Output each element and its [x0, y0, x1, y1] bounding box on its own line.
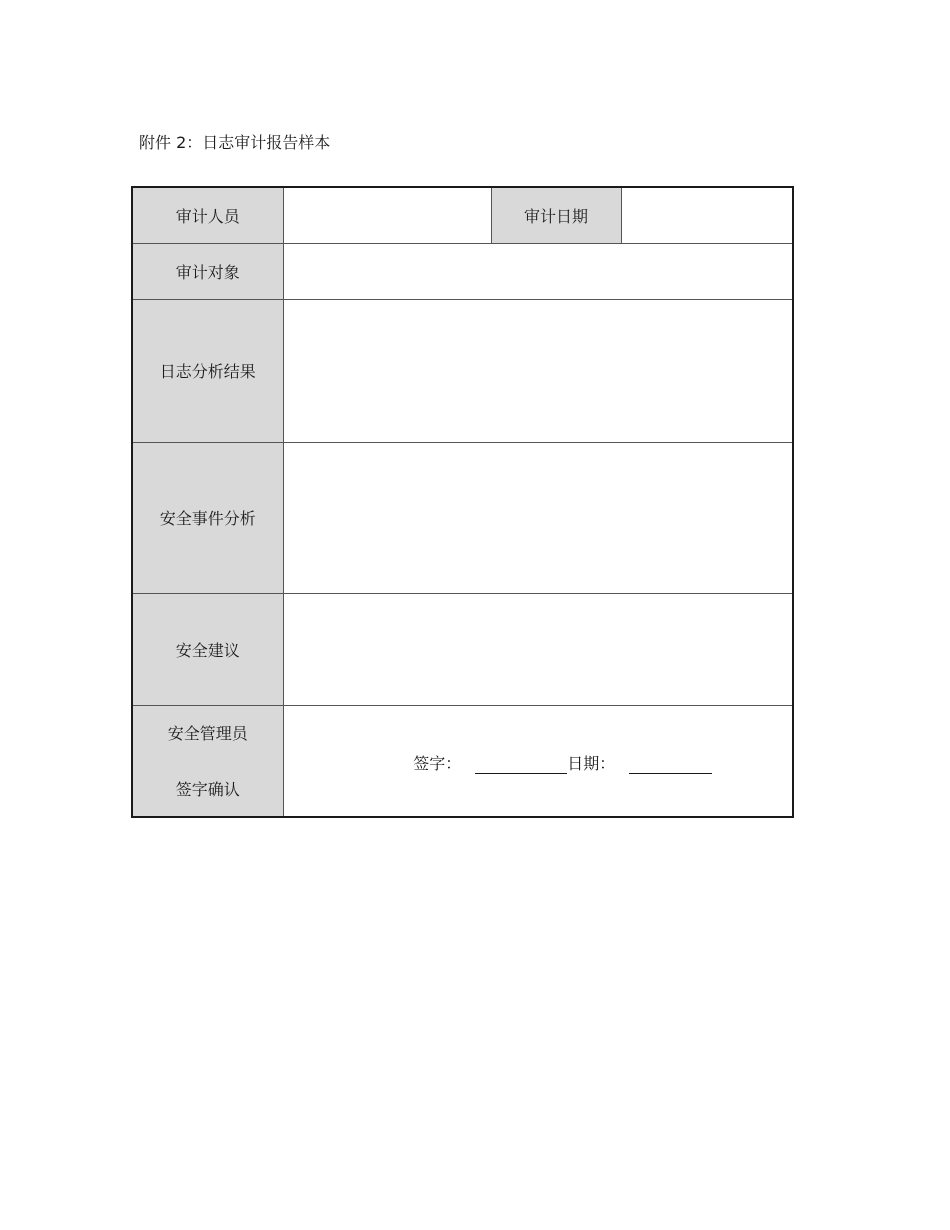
audit-date-label: 审计日期 [491, 187, 621, 243]
admin-confirm-label [132, 705, 283, 817]
date-blank[interactable] [629, 755, 712, 774]
signature-label: 签字： [413, 754, 462, 774]
audit-report-form [131, 186, 794, 818]
audit-target-field[interactable] [283, 243, 793, 299]
admin-confirm-line1: 安全管理员 [167, 724, 248, 744]
auditor-field[interactable] [283, 187, 491, 243]
log-analysis-field[interactable] [283, 299, 793, 442]
admin-confirm-line2: 签字确认 [175, 780, 240, 800]
signature-blank[interactable] [475, 755, 567, 774]
log-analysis-label: 日志分析结果 [132, 299, 283, 442]
signature-line [413, 751, 712, 774]
row-log-analysis [132, 299, 793, 442]
security-advice-label: 安全建议 [132, 593, 283, 705]
audit-target-label: 审计对象 [132, 243, 283, 299]
document-title: 附件 2：日志审计报告样本 [139, 133, 331, 152]
row-security-event [132, 442, 793, 593]
security-advice-field[interactable] [283, 593, 793, 705]
row-security-advice [132, 593, 793, 705]
row-admin-confirm [132, 705, 793, 817]
date-label: 日期： [567, 754, 616, 774]
row-auditor-date [132, 187, 793, 243]
signature-cell [283, 705, 793, 817]
security-event-label: 安全事件分析 [132, 442, 283, 593]
audit-date-field[interactable] [621, 187, 793, 243]
security-event-field[interactable] [283, 442, 793, 593]
auditor-label: 审计人员 [132, 187, 283, 243]
row-audit-target [132, 243, 793, 299]
